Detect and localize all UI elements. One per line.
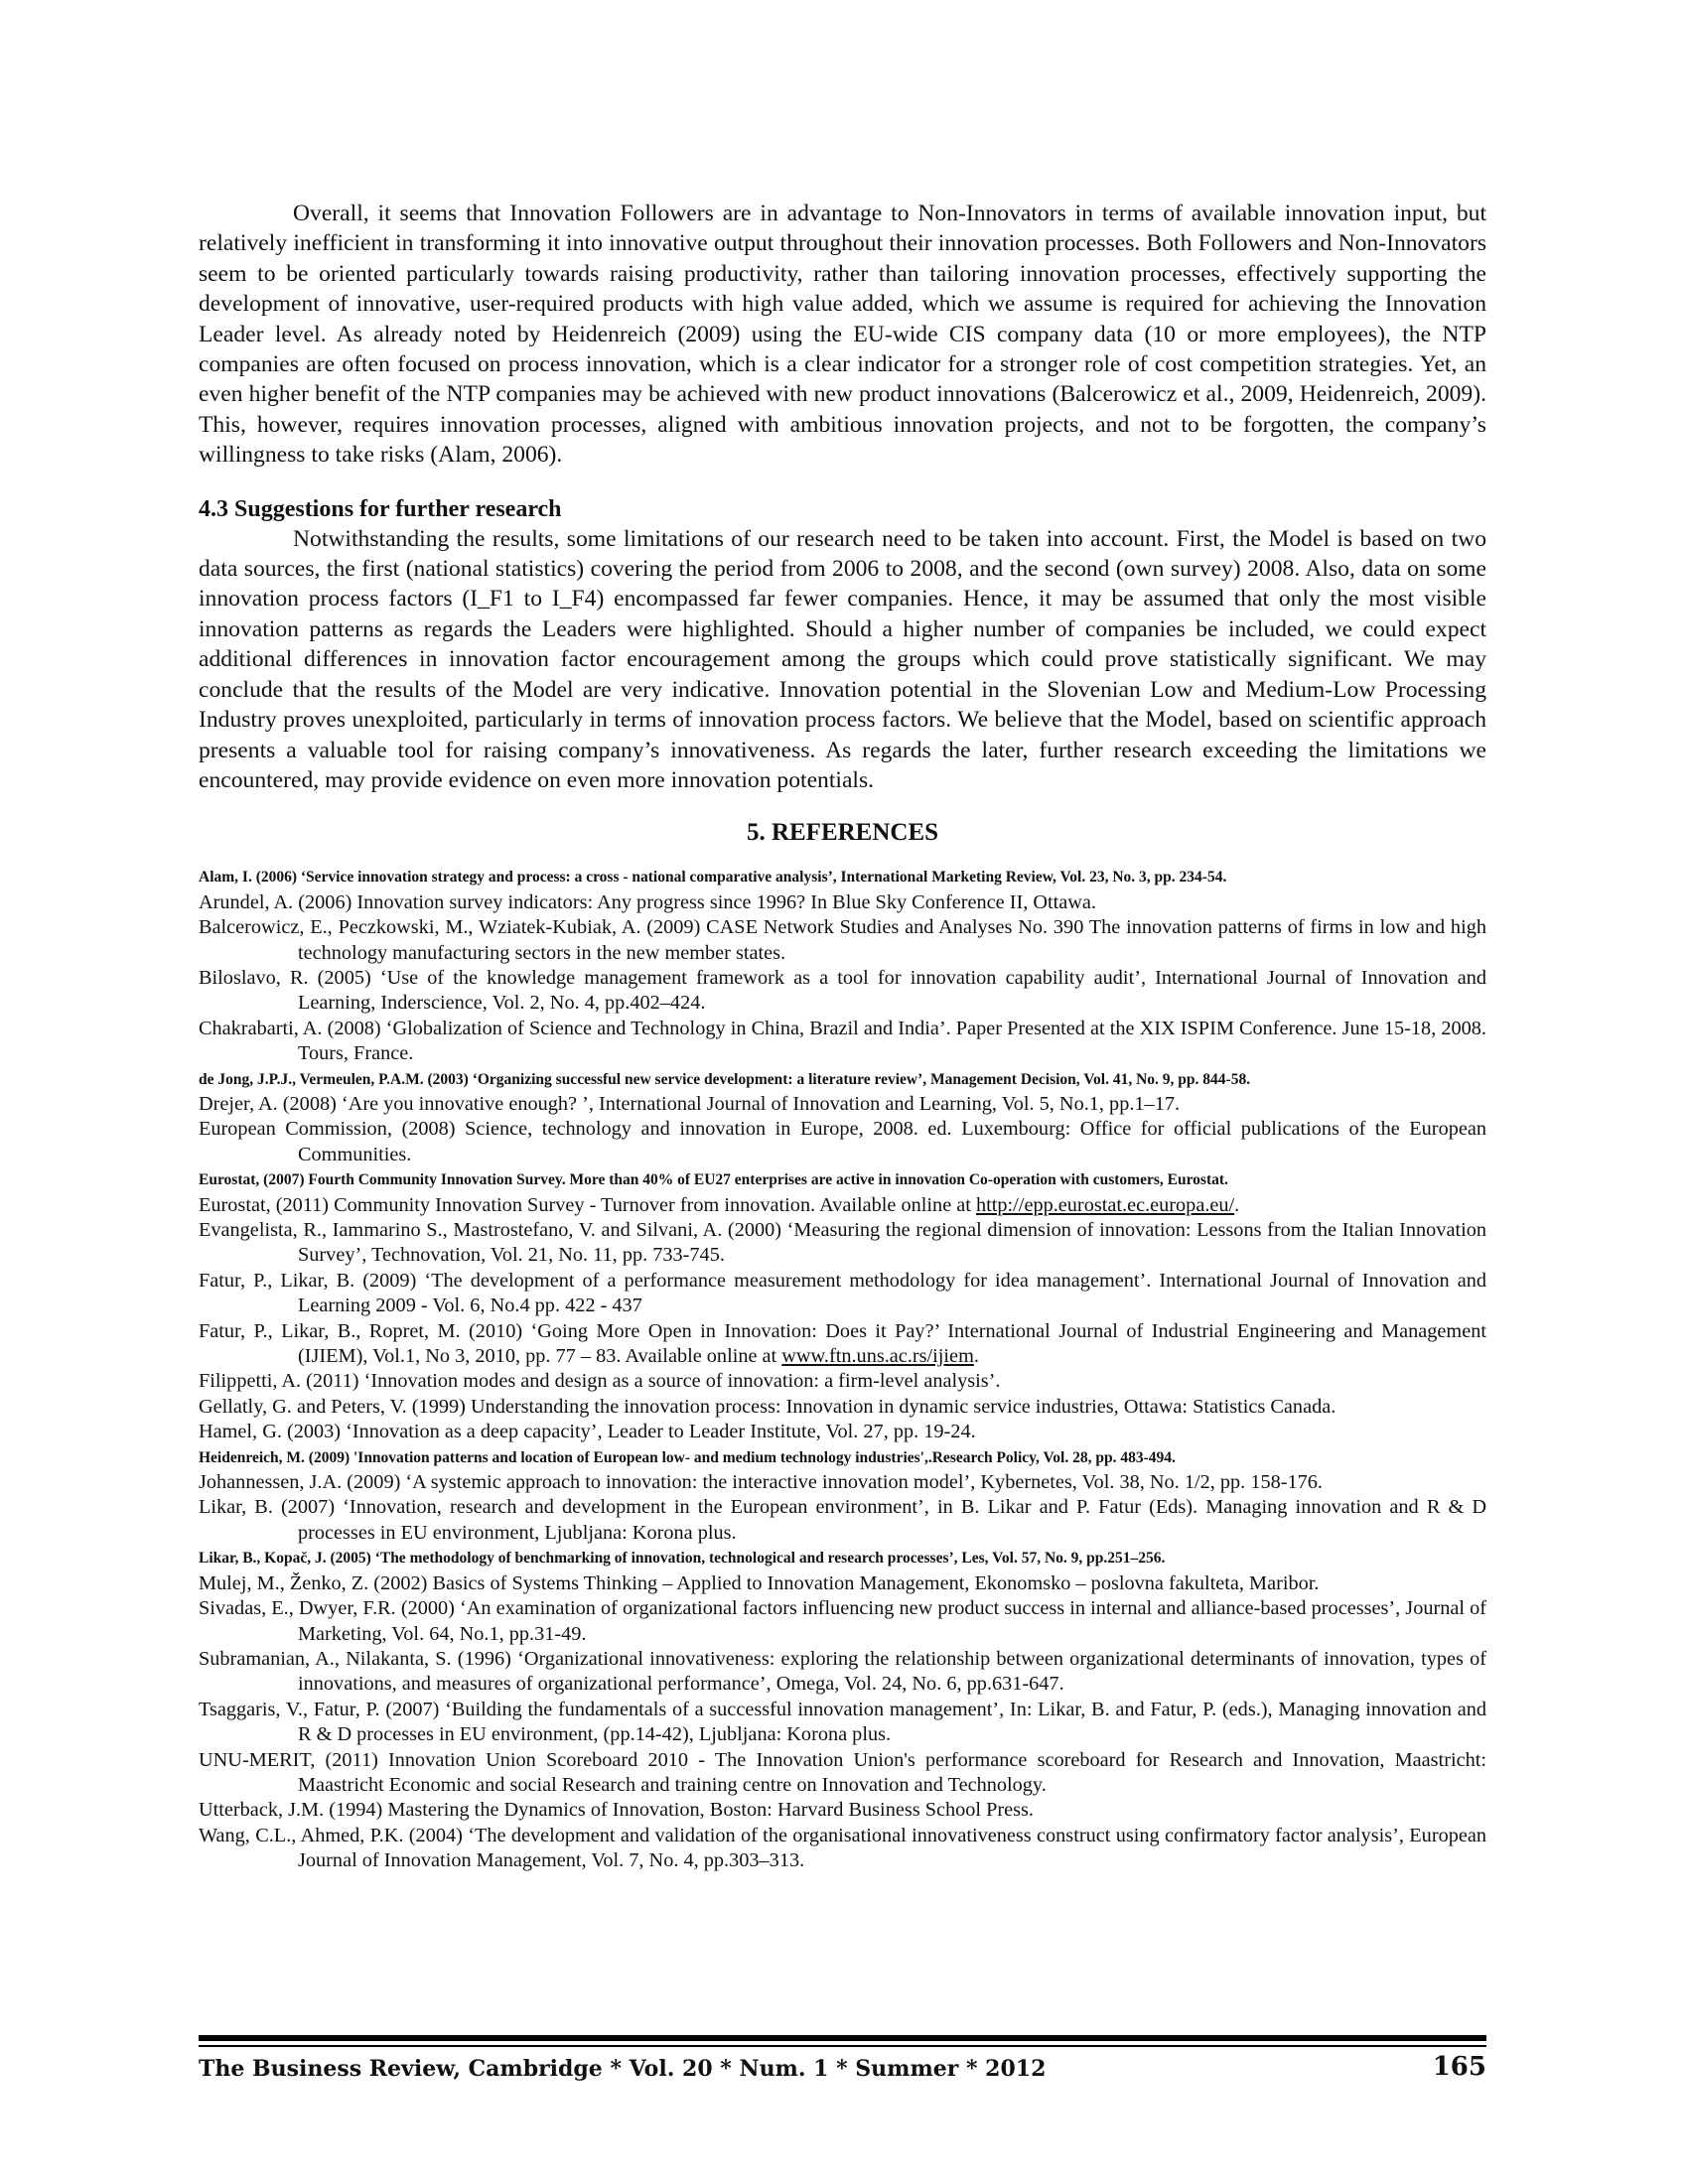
reference-text: Filippetti, A. (2011) ‘Innovation modes and design as a source of innovation: a firm-level analysis’. xyxy=(199,1370,1001,1393)
reference-item xyxy=(199,1369,1486,1394)
reference-item xyxy=(199,890,1486,915)
reference-item xyxy=(199,1017,1486,1067)
body-paragraph-1: Overall, it seems that Innovation Followers are in advantage to Non-Innovators in terms of available innovation input, but relatively inefficient in transforming it into innovative output throughout their innovation processes. Both Followers and Non-Innovators seem to be oriented particularly towards raising productivity, rather than tailoring innovation processes, effectively supporting the development of innovative, user-required products with high value added, which we assume is required for achieving the Innovation Leader level. As already noted by Heidenreich (2009) using the EU-wide CIS company data (10 or more employees), the NTP companies are often focused on process innovation, which is a clear indicator for a stronger role of cost competition strategies. Yet, an even higher benefit of the NTP companies may be achieved with new product innovations (Balcerowicz et al., 2009, Heidenreich, 2009). This, however, requires innovation processes, aligned with ambitious innovation projects, and not to be forgotten, the company’s willingness to take risks (Alam, 2006). xyxy=(199,201,1486,469)
reference-item xyxy=(199,1319,1486,1370)
reference-text-end: . xyxy=(1234,1193,1240,1216)
reference-text: Mulej, M., Ženko, Z. (2002) Basics of Systems Thinking – Applied to Innovation Management, Ekonomsko – poslovna fakulteta, Maribor. xyxy=(199,1571,1320,1594)
reference-item xyxy=(199,1546,1486,1570)
reference-item xyxy=(199,1269,1486,1319)
reference-item xyxy=(199,865,1486,889)
reference-link[interactable]: http://epp.eurostat.ec.europa.eu/ xyxy=(975,1193,1235,1216)
reference-item xyxy=(199,1218,1486,1269)
section-heading: 4.3 Suggestions for further research xyxy=(199,495,562,522)
reference-item xyxy=(199,1167,1486,1192)
reference-text: Heidenreich, M. (2009) 'Innovation patterns and location of European low- and medium technology industries',.Research Policy, Vol. 28, pp. 483-494. xyxy=(199,1448,1176,1466)
reference-item xyxy=(199,1420,1486,1444)
reference-link[interactable]: www.ftn.uns.ac.rs/ijiem xyxy=(781,1345,974,1368)
reference-text: Eurostat, (2007) Fourth Community Innovation Survey. More than 40% of EU27 enterprises are active in innovation Co-operation with customers, Eurostat. xyxy=(199,1171,1228,1189)
reference-text: Fatur, P., Likar, B., Ropret, M. (2010) ‘Going More Open in Innovation: Does it Pay?’ International Journal of Industrial Engineering and Management (IJIEM), Vol.1, No 3, 2010, pp. 77 – 83. Available online at xyxy=(199,1319,1486,1368)
reference-item xyxy=(199,1092,1486,1117)
reference-text: Wang, C.L., Ahmed, P.K. (2004) ‘The development and validation of the organisational innovativeness construct using confirmatory factor analysis’, European Journal of Innovation Management, Vol. 7, No. 4, pp.303–313. xyxy=(199,1824,1486,1872)
reference-item xyxy=(199,966,1486,1017)
reference-item xyxy=(199,1571,1486,1596)
reference-text: Johannessen, J.A. (2009) ‘A systemic approach to innovation: the interactive innovation model’, Kybernetes, Vol. 38, No. 1/2, pp. 158-176. xyxy=(199,1471,1323,1494)
reference-text: European Commission, (2008) Science, technology and innovation in Europe, 2008. ed. Luxembourg: Office for official publications of the European Communities. xyxy=(199,1118,1486,1165)
reference-text: Eurostat, (2011) Community Innovation Survey - Turnover from innovation. Available online at xyxy=(199,1193,976,1216)
reference-item xyxy=(199,1470,1486,1495)
reference-text: UNU-MERIT, (2011) Innovation Union Scoreboard 2010 - The Innovation Union's performance scoreboard for Research and Innovation, Maastricht: Maastricht Economic and social Research and training centre on Innovation and Technology. xyxy=(199,1748,1486,1796)
reference-item xyxy=(199,1824,1486,1874)
reference-text: Biloslavo, R. (2005) ‘Use of the knowledge management framework as a tool for innovation capability audit’, International Journal of Innovation and Learning, Inderscience, Vol. 2, No. 4, pp.402–424. xyxy=(199,966,1486,1015)
reference-item xyxy=(199,1395,1486,1420)
reference-item xyxy=(199,1445,1486,1470)
reference-text-end: . xyxy=(973,1345,979,1368)
reference-text: Hamel, G. (2003) ‘Innovation as a deep capacity’, Leader to Leader Institute, Vol. 27, pp. 19-24. xyxy=(199,1421,976,1443)
reference-text: de Jong, J.P.J., Vermeulen, P.A.M. (2003) ‘Organizing successful new service development: a literature review’, Management Decision, Vol. 41, No. 9, pp. 844-58. xyxy=(199,1070,1251,1088)
references-heading: 5. REFERENCES xyxy=(746,819,939,847)
page-number: 165 xyxy=(1432,2052,1486,2082)
body-paragraph-2: Notwithstanding the results, some limitations of our research need to be taken into account. First, the Model is based on two data sources, the first (national statistics) covering the period from 2006 to 2008, and the second (own survey) 2008. Also, data on some innovation process factors (I_F1 to I_F4) encompassed far fewer companies. Hence, it may be assumed that only the most visible innovation patterns as regards the Leaders were highlighted. Should a higher number of companies be included, we could expect additional differences in innovation factor encouragement among the groups which could prove statistically significant. We may conclude that the results of the Model are very indicative. Innovation potential in the Slovenian Low and Medium-Low Processing Industry proves unexploited, particularly in terms of innovation process factors. We believe that the Model, based on scientific approach presents a valuable tool for raising company’s innovativeness. As regards the later, further research exceeding the limitations we encountered, may provide evidence on even more innovation potentials. xyxy=(199,525,1486,793)
reference-item xyxy=(199,1067,1486,1092)
reference-item xyxy=(199,1798,1486,1823)
reference-text: Tsaggaris, V., Fatur, P. (2007) ‘Building the fundamentals of a successful innovation management’, In: Likar, B. and Fatur, P. (eds.), Managing innovation and R & D processes in EU environment, (pp.14-42), Ljubljana: Korona plus. xyxy=(199,1698,1486,1746)
reference-item xyxy=(199,1596,1486,1647)
reference-text: Sivadas, E., Dwyer, F.R. (2000) ‘An examination of organizational factors influencing new product success in internal and alliance-based processes’, Journal of Marketing, Vol. 64, No.1, pp.31-49. xyxy=(199,1597,1486,1645)
reference-text: Arundel, A. (2006) Innovation survey indicators: Any progress since 1996? In Blue Sky Conference II, Ottawa. xyxy=(199,890,1097,913)
reference-text: Gellatly, G. and Peters, V. (1999) Understanding the innovation process: Innovation in dynamic service industries, Ottawa: Statistics Canada. xyxy=(199,1395,1336,1418)
footer-rule xyxy=(199,2035,1486,2041)
reference-item xyxy=(199,1193,1486,1218)
reference-item xyxy=(199,1748,1486,1799)
reference-text: Chakrabarti, A. (2008) ‘Globalization of Science and Technology in China, Brazil and India’. Paper Presented at the XIX ISPIM Conference. June 15-18, 2008. Tours, France. xyxy=(199,1017,1486,1065)
reference-text: Drejer, A. (2008) ‘Are you innovative enough? ’, International Journal of Innovation and Learning, Vol. 5, No.1, pp.1–17. xyxy=(199,1092,1181,1115)
footer-journal: The Business Review, Cambridge * Vol. 20 * Num. 1 * Summer * 2012 xyxy=(199,2056,1047,2082)
reference-list xyxy=(199,865,1486,1873)
page-content xyxy=(199,199,1486,1874)
reference-text: Evangelista, R., Iammarino S., Mastrostefano, V. and Silvani, A. (2000) ‘Measuring the regional dimension of innovation: Lessons from the Italian Innovation Survey’, Technovation, Vol. 21, No. 11, pp. 733-745. xyxy=(199,1219,1486,1267)
reference-text: Alam, I. (2006) ‘Service innovation strategy and process: a cross - national comparative analysis’, International Marketing Review, Vol. 23, No. 3, pp. 234-54. xyxy=(199,869,1227,887)
reference-text: Likar, B., Kopač, J. (2005) ‘The methodology of benchmarking of innovation, technological and research processes’, Les, Vol. 57, No. 9, pp.251–256. xyxy=(199,1550,1166,1568)
reference-item xyxy=(199,1495,1486,1546)
reference-item xyxy=(199,915,1486,966)
reference-text: Balcerowicz, E., Peczkowski, M., Wziatek-Kubiak, A. (2009) CASE Network Studies and Analyses No. 390 The innovation patterns of firms in low and high technology manufacturing sectors in the new member states. xyxy=(199,916,1486,964)
reference-text: Likar, B. (2007) ‘Innovation, research and development in the European environment’, in B. Likar and P. Fatur (Eds). Managing innovation and R & D processes in EU environment, Ljubljana: Korona plus. xyxy=(199,1496,1486,1544)
reference-item xyxy=(199,1647,1486,1698)
footer-rule-thin xyxy=(199,2045,1486,2047)
reference-text: Fatur, P., Likar, B. (2009) ‘The development of a performance measurement methodology for idea management’. International Journal of Innovation and Learning 2009 - Vol. 6, No.4 pp. 422 - 437 xyxy=(199,1269,1486,1317)
reference-item xyxy=(199,1698,1486,1748)
reference-text: Utterback, J.M. (1994) Mastering the Dynamics of Innovation, Boston: Harvard Business School Press. xyxy=(199,1799,1034,1822)
reference-item xyxy=(199,1117,1486,1167)
reference-text: Subramanian, A., Nilakanta, S. (1996) ‘Organizational innovativeness: exploring the relationship between organizational determinants of innovation, types of innovations, and measures of organizational performance’, Omega, Vol. 24, No. 6, pp.631-647. xyxy=(199,1647,1486,1696)
